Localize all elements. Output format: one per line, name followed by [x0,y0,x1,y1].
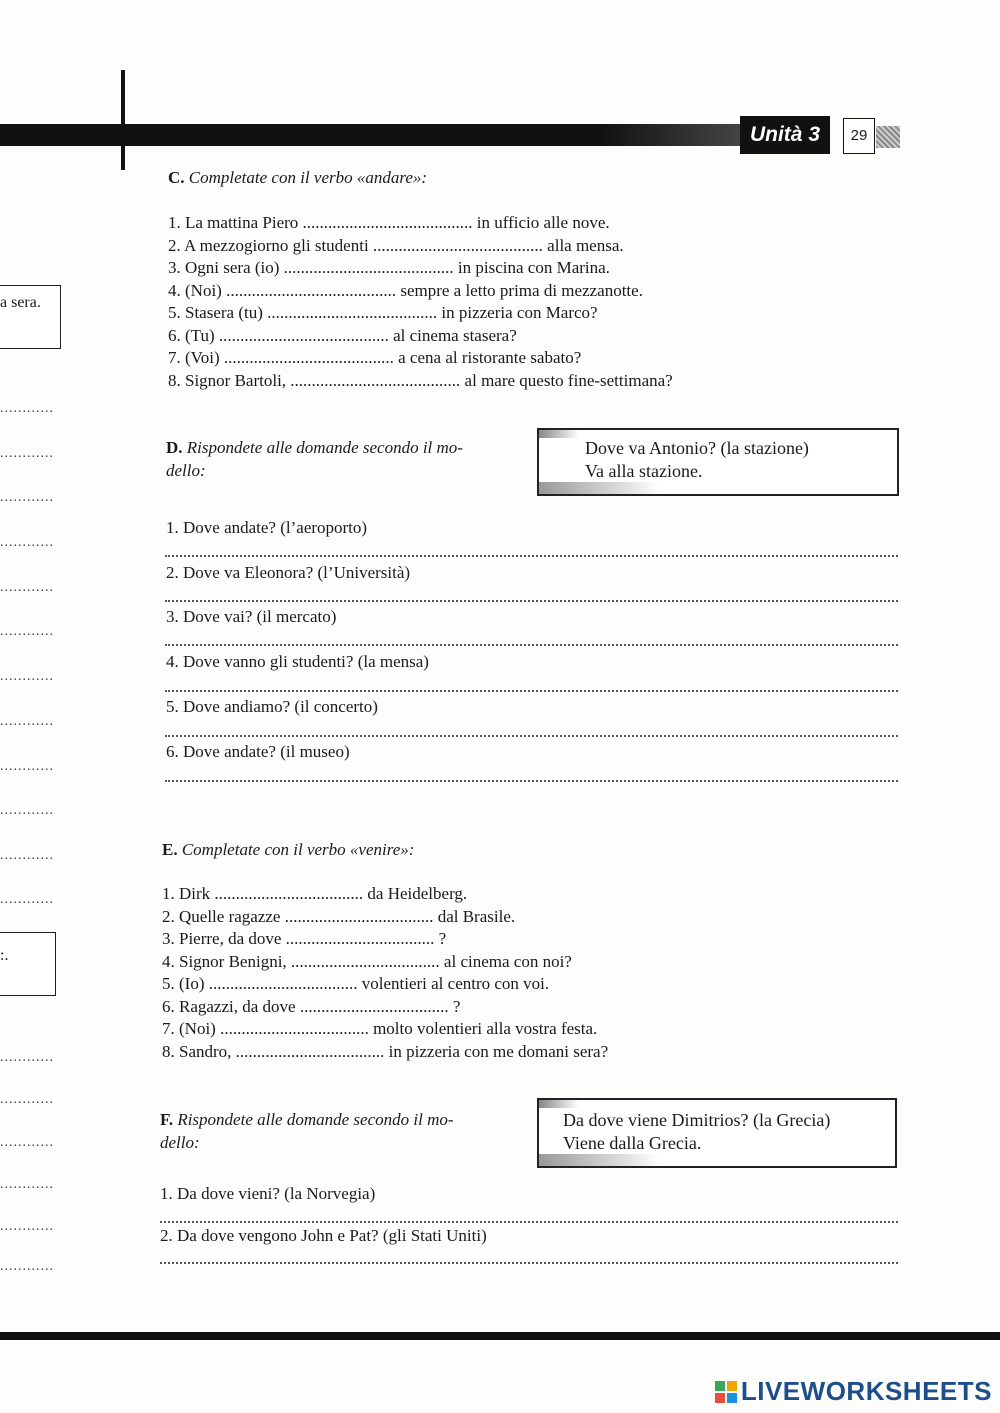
question: 1. Da dove vieni? (la Norvegia) [160,1184,376,1203]
margin-box-text: :. [0,947,9,964]
question: 2. Da dove vengono John e Pat? (gli Stati Uniti) [160,1226,487,1245]
section-e-instruction: Completate con il verbo «venire»: [181,840,415,859]
question: 6. Dove andate? (il museo) [166,742,350,761]
margin-dot-line: ............ [0,581,54,595]
header-shade [876,126,900,148]
section-c-heading [168,168,427,188]
scan-smudge [539,1154,659,1166]
header-bar-fade [600,124,740,146]
section-f-instruction-cont: dello: [160,1133,200,1152]
section-d-model-box [537,428,899,496]
margin-dot-line: ............ [0,625,54,639]
margin-dot-line: ............ [0,893,54,907]
answer-line[interactable] [160,1262,898,1264]
exercise-item[interactable]: 6. (Tu) ........................................ al cinema stasera? [168,325,517,345]
section-e-heading [162,840,414,860]
brand-logo[interactable] [715,1376,992,1407]
margin-dot-line: ............ [0,402,54,416]
margin-dot-line: ............ [0,1178,54,1192]
answer-line[interactable] [165,780,898,782]
margin-dot-line: ............ [0,491,54,505]
answer-line[interactable] [165,735,898,737]
vertical-rule [121,70,125,170]
answer-line[interactable] [165,555,898,557]
section-f-letter: F. [160,1110,174,1129]
model-question: Da dove viene Dimitrios? (la Grecia) [563,1110,831,1130]
model-question: Dove va Antonio? (la stazione) [585,438,809,458]
model-answer: Va alla stazione. [585,461,703,481]
scan-smudge [539,430,579,438]
exercise-item[interactable]: 7. (Voi) ........................................ a cena al ristorante sabato? [168,348,582,367]
section-c-letter: C. [168,168,185,187]
exercise-item[interactable]: 5. (Io) ................................... volentieri al centro con voi. [162,974,550,993]
question: 2. Dove va Eleonora? (l’Università) [166,563,411,582]
section-c-instruction: Completate con il verbo «andare»: [188,168,428,187]
exercise-item[interactable]: 8. Signor Bartoli, ........................................ al mare questo fine-settimana? [168,370,673,390]
answer-line[interactable] [165,600,898,602]
section-d-letter: D. [166,438,183,457]
section-d-instruction-cont: dello: [166,461,206,480]
section-c-list [168,212,673,392]
scan-smudge [539,1100,579,1108]
margin-box-text: a sera. [0,294,41,311]
exercise-item[interactable]: 2. A mezzogiorno gli studenti ........................................ alla mensa. [168,235,624,255]
answer-line[interactable] [160,1221,898,1223]
margin-dot-line: ............ [0,849,54,863]
exercise-item[interactable]: 4. (Noi) ........................................ sempre a letto prima di mezzanotte. [168,280,643,300]
margin-dot-line: ............ [0,760,54,774]
section-f-model-box [537,1098,897,1168]
section-f-heading [160,1108,454,1154]
answer-line[interactable] [165,690,898,692]
margin-dot-line: ............ [0,1220,54,1234]
model-answer: Viene dalla Grecia. [563,1133,702,1153]
section-d-instruction: Rispondete alle domande secondo il mo- [186,438,463,457]
liveworksheets-icon [715,1381,737,1403]
margin-dot-line: ............ [0,1051,54,1065]
margin-dot-line: ............ [0,1260,54,1274]
unit-badge: Unità 3 [740,116,830,154]
section-e-letter: E. [162,840,178,859]
brand-name: LIVEWORKSHEETS [740,1376,992,1406]
margin-dot-line: ............ [0,536,54,550]
scan-smudge [539,482,659,494]
exercise-item[interactable]: 8. Sandro, ................................... in pizzeria con me domani sera? [162,1041,609,1061]
margin-dot-line: ............ [0,447,54,461]
exercise-item[interactable]: 4. Signor Benigni, ................................... al cinema con noi? [162,951,572,971]
exercise-item[interactable]: 2. Quelle ragazze ................................... dal Brasile. [162,906,516,926]
footer-bar [0,1332,1000,1340]
exercise-item[interactable]: 1. Dirk ................................... da Heidelberg. [162,884,468,903]
exercise-item[interactable]: 3. Ogni sera (io) ........................................ in piscina con Marina. [168,258,610,277]
margin-dot-line: ............ [0,715,54,729]
question: 5. Dove andiamo? (il concerto) [166,697,378,716]
exercise-item[interactable]: 1. La mattina Piero ........................................ in ufficio alle nove. [168,213,610,232]
margin-dot-line: ............ [0,1136,54,1150]
question: 3. Dove vai? (il mercato) [166,607,337,626]
section-d-heading [166,436,463,482]
question: 4. Dove vanno gli studenti? (la mensa) [166,652,429,671]
margin-dot-line: ............ [0,670,54,684]
exercise-item[interactable]: 6. Ragazzi, da dove ................................... ? [162,996,461,1016]
section-f-instruction: Rispondete alle domande secondo il mo- [177,1110,454,1129]
margin-dot-line: ............ [0,1093,54,1107]
margin-box-top [0,285,61,349]
exercise-item[interactable]: 3. Pierre, da dove ................................... ? [162,929,447,948]
question: 1. Dove andate? (l’aeroporto) [166,518,368,537]
margin-box-bottom [0,932,56,996]
page-number: 29 [843,118,875,154]
exercise-item[interactable]: 5. Stasera (tu) ........................................ in pizzeria con Marco? [168,303,598,322]
answer-line[interactable] [165,644,898,646]
exercise-item[interactable]: 7. (Noi) ................................... molto volentieri alla vostra festa. [162,1019,598,1038]
margin-dot-line: ............ [0,804,54,818]
section-e-list [162,883,608,1063]
